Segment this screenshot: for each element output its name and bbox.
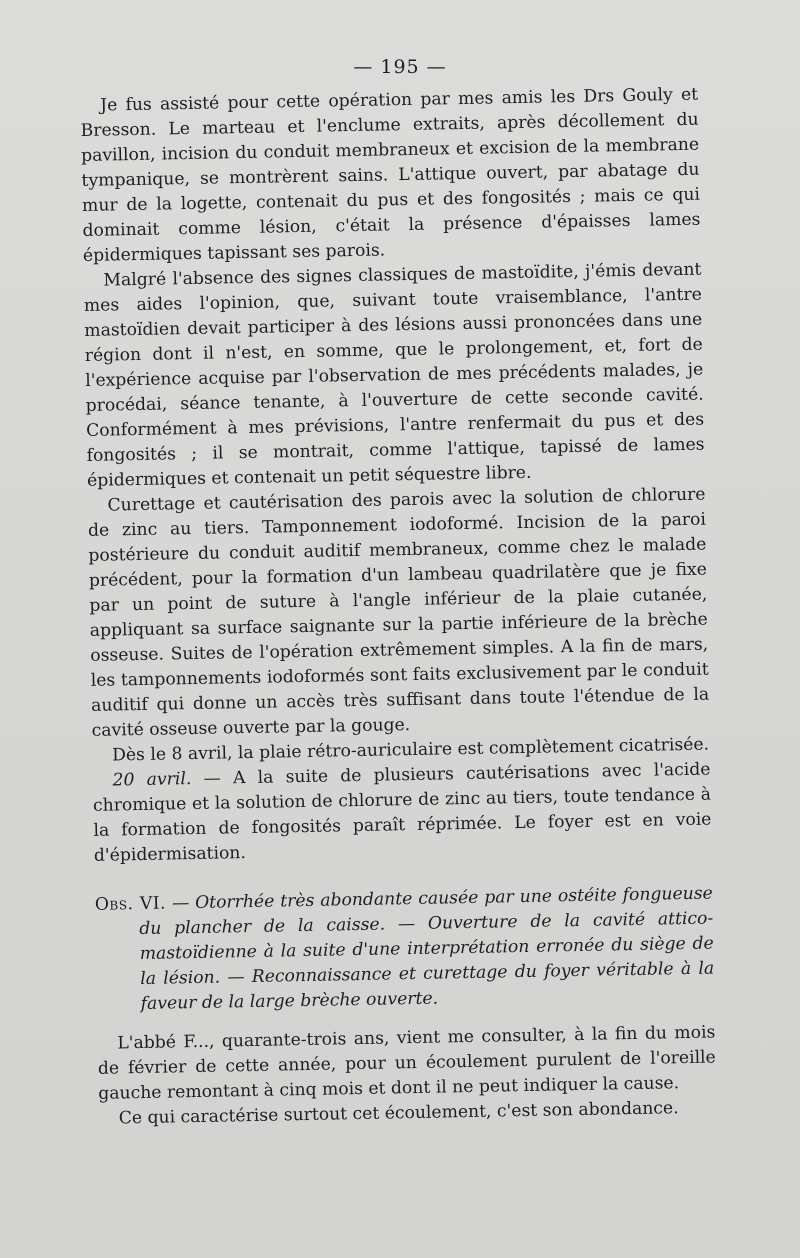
paragraph-april-20: [92, 758, 712, 869]
observation-heading: [95, 882, 715, 1018]
observation-label: Obs. VI.: [94, 893, 167, 915]
body-text: [80, 83, 717, 1132]
paragraph-curettage: Curettage et cautérisation des parois avec la solution de chlorure de zinc au tiers. Tamponnement iodoformé. Incision de la paroi postérieure du conduit auditif membraneux, comme chez le malade précédent, pour la formation d'un lambeau quadrilatère que je fixe par un point de suture à l'angle inférieur de la plaie cutanée, appliquant sa surface saignante sur la partie inférieure de la brèche osseuse. Suites de l'opération extrêmement simples. A la fin de mars, les tamponnements iodoformés sont faits exclusivement par le conduit auditif qui donne un accès très suffisant dans toute l'étendue de la cavité osseuse ouverte par la gouge.: [87, 484, 710, 741]
paragraph-patient-intro: L'abbé F..., quarante-trois ans, vient me consulter, à la fin du mois de février de cette année, pour un écoulement purulent de l'oreille gauche remontant à cinq mois et dont il ne peut indiquer la cause.: [97, 1022, 716, 1104]
paragraph-abundance: Ce qui caractérise surtout cet écoulement, c'est son abondance.: [118, 1098, 679, 1129]
paragraph-mastoiditis: Malgré l'absence des signes classiques de mastoïdite, j'émis devant mes aides l'opinion, que, suivant toute vraisemblance, l'antre mastoïdien devait participer à des lésions aussi prononcées dans une région dont il n'est, en somme, que le prolongement, et, fort de l'expérience acquise par l'observation de mes précédents malades, je procédai, séance tenante, à l'ouverture de cette seconde cavité. Conformément à mes prévisions, l'antre renfermait du pus et des fongosités ; il se montrait, comme l'attique, tapissé de lames épidermiques et contenait un petit séquestre libre.: [83, 259, 705, 491]
observation-title: — Otorrhée très abondante causée par une ostéite fongueuse du plancher de la caisse. — Ouverture de la cavité attico-mastoïdienne à la suite d'une interprétation erronée du siège de la lésion. — Reconnaissance et curettage du foyer véritable à la faveur de la large brèche ouverte.: [139, 883, 715, 1015]
paragraph-operation-assistance: Je fus assisté pour cette opération par mes amis les Drs Gouly et Bresson. Le marteau et l'enclume extraits, après décollement du pavillon, incision du conduit membraneux et excision de la membrane tympanique, se montrèrent sains. L'attique ouvert, par abatage du mur de la logette, contenait du pus et des fongosités ; mais ce qui dominait comme lésion, c'était la présence d'épaisses lames épidermiques tapissant ses parois.: [80, 84, 701, 266]
paragraph-april-20-text: — A la suite de plusieurs cautérisations avec l'acide chromique et la solution de chlorure de zinc au tiers, toute tendance à la formation de fongosités paraît réprimée. Le foyer est en voie d'épidermisation.: [92, 759, 712, 866]
paragraph-healing: Dès le 8 avril, la plaie rétro-auriculaire est complètement cicatrisée.: [111, 734, 710, 766]
page-number: — 195 —: [353, 56, 447, 78]
date-label: 20 avril.: [112, 769, 192, 791]
